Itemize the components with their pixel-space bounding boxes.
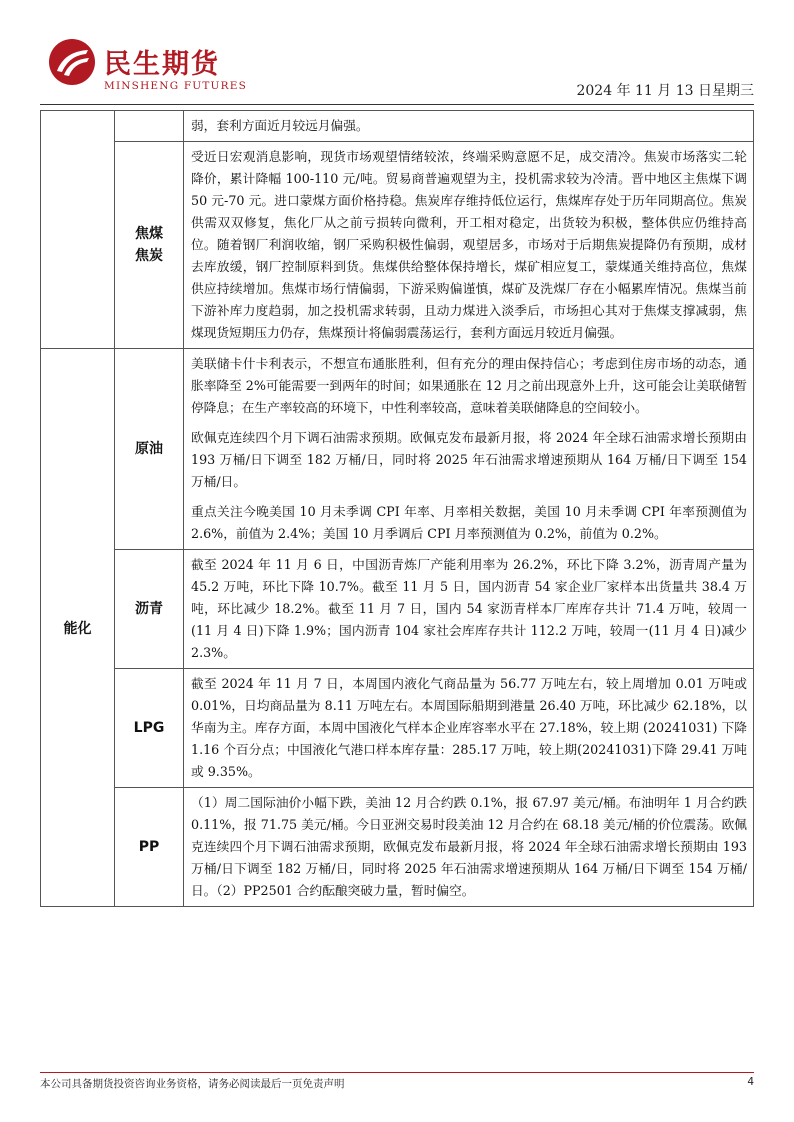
table-row [41, 142, 754, 349]
item-label-crude: 原油 [115, 349, 184, 550]
item-label-asphalt: 沥青 [115, 550, 184, 669]
item-label-lpg: LPG [115, 669, 184, 788]
table-row [41, 111, 754, 142]
report-date: 2024 年 11 月 13 日星期三 [576, 83, 754, 99]
page-number: 4 [747, 1076, 754, 1088]
content-cell-crude [184, 349, 754, 550]
sector-label-energy: 能化 [41, 349, 115, 907]
paragraph: 截至 2024 年 11 月 7 日，本周国内液化气商品量为 56.77 万吨左右，较上周增加 0.01 万吨或 0.01%，日均商品量为 8.11 万吨左右。本周国际船期到港量 26.40 万吨，环比减少 62.18%，以华南为主。库存方面，本周中国液化气样本企业库容率水平在 27.18%，较上期 (20241031) 下降 1.16 个百分点；中国液化气港口样本库存量：285.17 万吨，较上期(20241031)下降 29.41 万吨或 9.35%。 [191, 676, 747, 779]
table-row [41, 349, 754, 550]
paragraph: 美联储卡什卡利表示，不想宣布通胀胜利，但有充分的理由保持信心；考虑到住房市场的动态，通胀率降至 2%可能需要一到两年的时间；如果通胀在 12 月之前出现意外上升，这可能会让美联储暂停降息；在生产率较高的环境下，中性利率较高，意味着美联储降息的空间较小。 [191, 356, 747, 415]
item-cell-empty [115, 111, 184, 142]
table-row [41, 788, 754, 907]
minsheng-logo-icon [48, 38, 96, 86]
item-label-pp: PP [115, 788, 184, 907]
company-name-en: MINSHENG FUTURES [104, 80, 247, 92]
paragraph: 重点关注今晚美国 10 月未季调 CPI 年率、月率相关数据，美国 10 月未季调 CPI 年率预测值为 2.6%，前值为 2.4%；美国 10 月季调后 CPI 月率预测值为 0.2%，前值为 0.2%。 [191, 504, 747, 541]
sector-cell-black [41, 111, 115, 349]
content-cell-continued [184, 111, 754, 142]
table-row [41, 669, 754, 788]
footer-divider [40, 1072, 754, 1073]
table-row [41, 550, 754, 669]
content-cell-asphalt [184, 550, 754, 669]
header-divider [40, 104, 754, 105]
item-label-coking: 焦煤 焦炭 [115, 142, 184, 349]
content-cell-coking [184, 142, 754, 349]
paragraph: 欧佩克连续四个月下调石油需求预期。欧佩克发布最新月报，将 2024 年全球石油需求增长预期由 193 万桶/日下调至 182 万桶/日，同时将 2025 年石油需求增速预期从 164 万桶/日下调至 154 万桶/日。 [191, 430, 747, 489]
page-header [40, 28, 754, 104]
paragraph: 截至 2024 年 11 月 6 日，中国沥青炼厂产能利用率为 26.2%，环比下降 3.2%，沥青周产量为 45.2 万吨，环比下降 10.7%。截至 11 月 5 日，国内沥青 54 家企业厂家样本出货量共 38.4 万吨，环比减少 18.2%。截至 11 月 7 日，国内 54 家沥青样本厂库库存共计 71.4 万吨，较周一(11 月 4 日)下降 1.9%；国内沥青 104 家社会库库存共计 112.2 万吨，较周一(11 月 4 日)减少 2.3%。 [191, 557, 747, 660]
paragraph: （1）周二国际油价小幅下跌，美油 12 月合约跌 0.1%，报 67.97 美元/桶。布油明年 1 月合约跌 0.11%，报 71.75 美元/桶。今日亚洲交易时段美油 12 月合约在 68.18 美元/桶的价位震荡。欧佩克连续四个月下调石油需求预期，欧佩克发布最新月报，将 2024 年全球石油需求增长预期由 193 万桶/日下调至 182 万桶/日，同时将 2025 年石油需求增速预期从 164 万桶/日下调至 154 万桶/日。（2）PP2501 合约酝酿突破力量，暂时偏空。 [191, 795, 747, 898]
footer-disclaimer: 本公司具备期货投资咨询业务资格，请务必阅读最后一页免责声明 [40, 1078, 345, 1090]
content-cell-pp [184, 788, 754, 907]
company-name-cn: 民生期货 [104, 49, 220, 80]
commodity-table [40, 110, 754, 907]
content-cell-lpg [184, 669, 754, 788]
paragraph: 受近日宏观消息影响，现货市场观望情绪较浓，终端采购意愿不足，成交清冷。焦炭市场落实二轮降价，累计降幅 100-110 元/吨。贸易商普遍观望为主，投机需求较为冷清。晋中地区主焦煤下调 50 元-70 元。进口蒙煤方面价格持稳。焦炭库存维持低位运行，焦煤库存处于历年同期高位。焦炭供需双双修复，焦化厂从之前亏损转向微利，开工相对稳定，出货较为积极，整体供应仍维持高位。随着钢厂利润收缩，钢厂采购积极性偏弱，观望居多，市场对于后期焦炭提降仍有预期，成材去库放缓，钢厂控制原料到货。焦煤供给整体保持增长，煤矿相应复工，蒙煤通关维持高位，焦煤供应持续增加。焦煤市场行情偏弱，下游采购偏谨慎，煤矿及洗煤厂存在小幅累库情况。焦煤当前下游补库力度趋弱，加之投机需求转弱，且动力煤进入淡季后，市场担心其对于焦煤支撑减弱，焦煤现货短期压力仍存，焦煤预计将偏弱震荡运行，套利方面远月较近月偏强。 [191, 149, 747, 340]
paragraph: 弱，套利方面近月较远月偏强。 [191, 118, 369, 133]
